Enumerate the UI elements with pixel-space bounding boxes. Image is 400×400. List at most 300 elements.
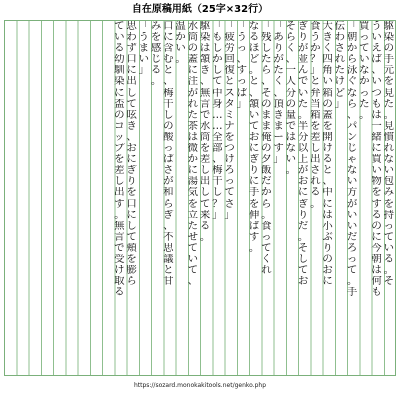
manuscript-char: 。 (359, 109, 370, 121)
manuscript-char: ほ (248, 43, 260, 55)
manuscript-char: そ (297, 242, 309, 254)
manuscript-column (260, 21, 272, 375)
manuscript-char: つ (371, 87, 382, 99)
manuscript-char: 飯 (261, 165, 272, 177)
manuscript-char: け (224, 154, 235, 166)
manuscript-char: 開 (322, 131, 333, 143)
manuscript-char: を (322, 120, 333, 132)
manuscript-char: て (248, 120, 260, 132)
manuscript-char: ぎ (126, 165, 137, 177)
manuscript-char: て (187, 242, 199, 254)
manuscript-char: っ (261, 231, 272, 243)
manuscript-char: う (371, 21, 382, 32)
manuscript-char: な (383, 154, 395, 166)
manuscript-char: い (175, 43, 186, 55)
manuscript-char: 食 (261, 220, 272, 232)
manuscript-char: 、 (273, 87, 284, 99)
manuscript-char: 弁 (310, 87, 321, 99)
manuscript-char: 残 (261, 32, 272, 44)
manuscript-char: 一 (285, 65, 297, 77)
manuscript-char: 当 (310, 98, 321, 110)
manuscript-char: 膨 (126, 265, 137, 277)
manuscript-char: 。 (383, 265, 395, 277)
manuscript-char: 持 (383, 209, 395, 221)
manuscript-char: 、 (285, 54, 297, 66)
manuscript-char: て (261, 242, 272, 254)
manuscript-char: の (261, 98, 272, 110)
manuscript-char: ど (334, 87, 346, 99)
manuscript-char: る (371, 209, 382, 221)
manuscript-char: を (187, 198, 199, 210)
manuscript-char: お (297, 176, 309, 188)
manuscript-char: 、 (346, 109, 358, 121)
manuscript-char: 温 (175, 21, 186, 32)
manuscript-char: 物 (371, 176, 382, 188)
manuscript-char: さ (334, 43, 346, 55)
manuscript-char: う (236, 32, 248, 44)
manuscript-char: 、 (199, 76, 211, 88)
manuscript-char: 口 (126, 54, 137, 66)
manuscript-char: 思 (126, 21, 137, 32)
manuscript-char: じ (150, 54, 162, 66)
manuscript-char: し (163, 109, 174, 121)
manuscript-char: の (187, 43, 199, 55)
manuscript-char: な (359, 65, 370, 77)
manuscript-char: が (273, 54, 284, 66)
manuscript-column (371, 21, 383, 375)
manuscript-column (3, 21, 15, 375)
manuscript-char: を (371, 187, 382, 199)
manuscript-char: 小 (322, 220, 333, 232)
manuscript-char: 緒 (371, 131, 382, 143)
manuscript-column (28, 21, 40, 375)
manuscript-column (211, 21, 223, 375)
manuscript-char: る (310, 187, 321, 199)
manuscript-char: っ (163, 143, 174, 155)
manuscript-char: ぱ (236, 87, 248, 99)
manuscript-char: ぱ (163, 154, 174, 166)
manuscript-char: し (199, 165, 211, 177)
manuscript-char: 、 (248, 87, 260, 99)
manuscript-char: さ (224, 198, 235, 210)
manuscript-char: お (297, 276, 309, 288)
manuscript-char: に (187, 65, 199, 77)
manuscript-char: の (383, 43, 395, 55)
manuscript-char: な (346, 87, 358, 99)
manuscript-char: に (322, 276, 333, 288)
manuscript-char: コ (114, 120, 125, 132)
manuscript-char: 元 (383, 65, 395, 77)
manuscript-char: に (297, 187, 309, 199)
manuscript-char: し (261, 43, 272, 55)
manuscript-char: 言 (114, 231, 125, 243)
manuscript-char: て (114, 21, 125, 32)
manuscript-char: に (126, 154, 137, 166)
manuscript-char: 微 (187, 143, 199, 155)
manuscript-char: し (199, 187, 211, 199)
manuscript-char: 分 (297, 131, 309, 143)
manuscript-char: 。 (346, 276, 358, 288)
manuscript-char: ミ (224, 109, 235, 121)
manuscript-char: の (371, 220, 382, 232)
manuscript-char: 朝 (346, 32, 358, 44)
manuscript-column (285, 21, 297, 375)
manuscript-char: ば (248, 220, 260, 232)
manuscript-char: 頷 (199, 54, 211, 66)
manuscript-char: し (114, 176, 125, 188)
manuscript-char: を (199, 143, 211, 155)
manuscript-char: 何 (371, 276, 382, 288)
manuscript-char: と (224, 76, 235, 88)
manuscript-char: き (273, 109, 284, 121)
manuscript-char: ん (297, 65, 309, 77)
manuscript-char: 。 (199, 231, 211, 243)
manuscript-char: 酸 (163, 131, 174, 143)
manuscript-char: ス (224, 87, 235, 99)
manuscript-char: に (322, 198, 333, 210)
manuscript-char: て (212, 76, 223, 88)
manuscript-char: り (126, 176, 137, 188)
manuscript-char: そ (261, 87, 272, 99)
manuscript-char: む (163, 54, 174, 66)
manuscript-char: 夕 (261, 154, 272, 166)
manuscript-char: だ (297, 220, 309, 232)
manuscript-char: ず (126, 43, 137, 55)
manuscript-char: 分 (285, 87, 297, 99)
manuscript-char: り (322, 242, 333, 254)
manuscript-char: し (310, 143, 321, 155)
manuscript-char: る (199, 220, 211, 232)
manuscript-char: 注 (187, 76, 199, 88)
manuscript-char: っ (346, 253, 358, 265)
manuscript-char: る (114, 287, 125, 299)
manuscript-char: た (383, 98, 395, 110)
manuscript-char: 伸 (248, 209, 260, 221)
manuscript-char: 和 (163, 187, 174, 199)
manuscript-column (187, 21, 199, 375)
manuscript-char: い (297, 87, 309, 99)
manuscript-char: っ (236, 76, 248, 88)
manuscript-column (89, 21, 101, 375)
manuscript-char: 。 (261, 209, 272, 221)
manuscript-char: ま (138, 43, 150, 55)
manuscript-char: く (273, 76, 284, 88)
manuscript-char: ぎ (297, 198, 309, 210)
manuscript-char: 盃 (114, 98, 125, 110)
manuscript-char: 。 (383, 109, 395, 121)
manuscript-char: じ (346, 143, 358, 155)
manuscript-char: 朝 (371, 253, 382, 265)
manuscript-char: た (261, 54, 272, 66)
manuscript-column (273, 21, 285, 375)
manuscript-char: れ (261, 265, 272, 277)
manuscript-char: き (199, 65, 211, 77)
manuscript-column (309, 21, 321, 375)
manuscript-char: け (334, 76, 346, 88)
manuscript-char: 立 (187, 209, 199, 221)
manuscript-char: と (163, 265, 174, 277)
manuscript-char: 今 (371, 242, 382, 254)
manuscript-char: し (212, 187, 223, 199)
manuscript-char: り (297, 32, 309, 44)
manuscript-char: か (175, 32, 186, 44)
manuscript-char: 。 (285, 165, 297, 177)
manuscript-char: る (114, 43, 125, 55)
manuscript-char: 部 (212, 143, 223, 155)
manuscript-char: ？ (212, 198, 223, 210)
manuscript-char: た (187, 109, 199, 121)
manuscript-char: ぐ (346, 76, 358, 88)
manuscript-char: る (248, 32, 260, 44)
manuscript-char: お (248, 131, 260, 143)
manuscript-char: て (346, 265, 358, 277)
manuscript-char: 、 (212, 154, 223, 166)
manuscript-char: 」 (138, 65, 150, 77)
manuscript-char: い (114, 32, 125, 44)
manuscript-char: 頂 (273, 98, 284, 110)
manuscript-char: 泳 (346, 65, 358, 77)
manuscript-char: か (346, 43, 358, 55)
manuscript-char: 以 (297, 143, 309, 155)
manuscript-char: が (187, 87, 199, 99)
manuscript-char: で (297, 76, 309, 88)
manuscript-char: い (383, 242, 395, 254)
manuscript-char: ン (346, 131, 358, 143)
manuscript-char: 「 (212, 21, 223, 32)
manuscript-char: に (126, 209, 137, 221)
manuscript-char: 復 (224, 65, 235, 77)
manuscript-column (236, 21, 248, 375)
manuscript-char: で (114, 242, 125, 254)
manuscript-char: れ (187, 98, 199, 110)
manuscript-char: 労 (224, 43, 235, 55)
manuscript-char: を (248, 198, 260, 210)
manuscript-char: か (359, 76, 370, 88)
manuscript-char: て (126, 98, 137, 110)
manuscript-char: も (371, 98, 382, 110)
manuscript-char: さ (163, 165, 174, 177)
manuscript-column (101, 21, 113, 375)
manuscript-char: つ (224, 143, 235, 155)
manuscript-column (297, 21, 309, 375)
manuscript-char: ぎ (297, 21, 309, 32)
manuscript-char: し (126, 220, 137, 232)
manuscript-char: く (261, 253, 272, 265)
manuscript-char: 出 (126, 76, 137, 88)
manuscript-char: 干 (212, 176, 223, 188)
manuscript-char: る (383, 253, 395, 265)
manuscript-char: 。 (248, 65, 260, 77)
manuscript-char: と (322, 165, 333, 177)
manuscript-char: 。 (114, 209, 125, 221)
manuscript-char: す (273, 143, 284, 155)
manuscript-char: ー (273, 131, 284, 143)
manuscript-char: い (346, 176, 358, 188)
manuscript-char: い (371, 32, 382, 44)
manuscript-char: た (334, 65, 346, 77)
manuscript-char: 中 (322, 187, 333, 199)
manuscript-char: る (150, 65, 162, 77)
manuscript-char: だ (261, 176, 272, 188)
manuscript-char: ぎ (248, 154, 260, 166)
manuscript-char: 口 (163, 21, 174, 32)
manuscript-char: 茶 (187, 120, 199, 132)
manuscript-char: 「 (138, 21, 150, 32)
manuscript-char: れ (383, 143, 395, 155)
source-url: https://sozard.monokakitools.net/genko.php (133, 382, 267, 389)
manuscript-char: ら (261, 65, 272, 77)
manuscript-char: 人 (285, 76, 297, 88)
manuscript-char: 「 (261, 21, 272, 32)
manuscript-char: っ (224, 176, 235, 188)
manuscript-char: 「 (236, 21, 248, 32)
manuscript-char: い (371, 76, 382, 88)
manuscript-char: て (126, 231, 137, 243)
manuscript-char: ま (261, 109, 272, 121)
manuscript-char: き (126, 120, 137, 132)
manuscript-char: う (138, 32, 150, 44)
manuscript-paper (4, 20, 396, 376)
manuscript-char: 無 (114, 220, 125, 232)
manuscript-char: に (163, 32, 174, 44)
manuscript-column (175, 21, 187, 375)
manuscript-char: 口 (126, 198, 137, 210)
manuscript-char: 水 (199, 120, 211, 132)
manuscript-char: す (114, 198, 125, 210)
manuscript-char: の (163, 120, 174, 132)
manuscript-char: 、 (236, 54, 248, 66)
manuscript-char: ？ (310, 54, 321, 66)
manuscript-char: な (346, 165, 358, 177)
manuscript-char: っ (359, 32, 370, 44)
manuscript-char: に (371, 143, 382, 155)
manuscript-char: っ (383, 220, 395, 232)
manuscript-char: … (212, 109, 223, 121)
manuscript-char: い (371, 165, 382, 177)
manuscript-char: 。 (175, 54, 186, 66)
manuscript-char: 議 (163, 253, 174, 265)
manuscript-char: り (297, 209, 309, 221)
manuscript-char: お (322, 265, 333, 277)
manuscript-char: て (383, 231, 395, 243)
manuscript-char: 。 (150, 76, 162, 88)
manuscript-char: 頷 (248, 98, 260, 110)
manuscript-char: 見 (383, 87, 395, 99)
manuscript-char: 甘 (163, 276, 174, 288)
manuscript-column (138, 21, 150, 375)
manuscript-char: が (163, 176, 174, 188)
manuscript-char: し (212, 65, 223, 77)
manuscript-char: で (199, 109, 211, 121)
manuscript-char: み (383, 187, 395, 199)
manuscript-char: 身 (212, 98, 223, 110)
manuscript-char: 蓋 (322, 109, 333, 121)
manuscript-char: 梅 (163, 87, 174, 99)
manuscript-char: の (285, 98, 297, 110)
manuscript-char: り (248, 165, 260, 177)
manuscript-char: に (248, 143, 260, 155)
manuscript-char: い (346, 209, 358, 221)
manuscript-char: に (248, 176, 260, 188)
manuscript-char: と (163, 65, 174, 77)
manuscript-char: に (371, 231, 382, 243)
manuscript-char: 四 (322, 54, 333, 66)
manuscript-char: を (126, 253, 137, 265)
manuscript-char: た (359, 98, 370, 110)
manuscript-column (358, 21, 370, 375)
manuscript-char: 、 (126, 131, 137, 143)
manuscript-char: を (383, 198, 395, 210)
manuscript-char: は (187, 131, 199, 143)
manuscript-char: 」 (212, 209, 223, 221)
manuscript-char: の (114, 109, 125, 121)
manuscript-char: に (114, 87, 125, 99)
manuscript-char: は (199, 43, 211, 55)
manuscript-char: 手 (248, 187, 260, 199)
manuscript-char: パ (346, 120, 358, 132)
manuscript-char: 染 (383, 32, 395, 44)
manuscript-char: 幼 (114, 54, 125, 66)
manuscript-char: 」 (334, 98, 346, 110)
manuscript-char: 、 (371, 65, 382, 77)
manuscript-char: は (285, 131, 297, 143)
manuscript-char: を (150, 32, 162, 44)
manuscript-char: 出 (310, 154, 321, 166)
manuscript-char: り (273, 43, 284, 55)
manuscript-column (199, 21, 211, 375)
manuscript-char: 。 (310, 198, 321, 210)
manuscript-char: 言 (199, 98, 211, 110)
manuscript-char: 半 (297, 120, 309, 132)
manuscript-char: て (199, 198, 211, 210)
manuscript-char: ッ (114, 131, 125, 143)
manuscript-char: て (224, 187, 235, 199)
manuscript-char: し (212, 43, 223, 55)
manuscript-char: あ (273, 32, 284, 44)
manuscript-char: 湯 (187, 176, 199, 188)
manuscript-char: 。 (297, 109, 309, 121)
manuscript-column (150, 21, 162, 375)
manuscript-char: 差 (310, 131, 321, 143)
manuscript-char: て (359, 43, 370, 55)
manuscript-char: た (273, 65, 284, 77)
manuscript-char: ば (371, 54, 382, 66)
manuscript-char: 無 (199, 87, 211, 99)
manuscript-char: 「 (224, 21, 235, 32)
manuscript-char: を (383, 76, 395, 88)
manuscript-char: を (310, 120, 321, 132)
manuscript-char: 食 (310, 21, 321, 32)
manuscript-char: っ (236, 43, 248, 55)
manuscript-char: ど (248, 54, 260, 66)
manuscript-char: 気 (187, 187, 199, 199)
manuscript-char: は (371, 109, 382, 121)
manuscript-char: の (322, 253, 333, 265)
manuscript-char: の (261, 143, 272, 155)
manuscript-char: て (297, 265, 309, 277)
manuscript-char: 、 (163, 76, 174, 88)
manuscript-char: に (187, 165, 199, 177)
manuscript-char: 方 (346, 187, 358, 199)
manuscript-char: 箱 (310, 109, 321, 121)
manuscript-char: た (297, 98, 309, 110)
manuscript-column (334, 21, 346, 375)
manuscript-char: ら (163, 198, 174, 210)
manuscript-char: し (126, 87, 137, 99)
manuscript-char: く (322, 43, 333, 55)
manuscript-char: 駆 (383, 21, 395, 32)
manuscript-char: も (371, 287, 382, 299)
